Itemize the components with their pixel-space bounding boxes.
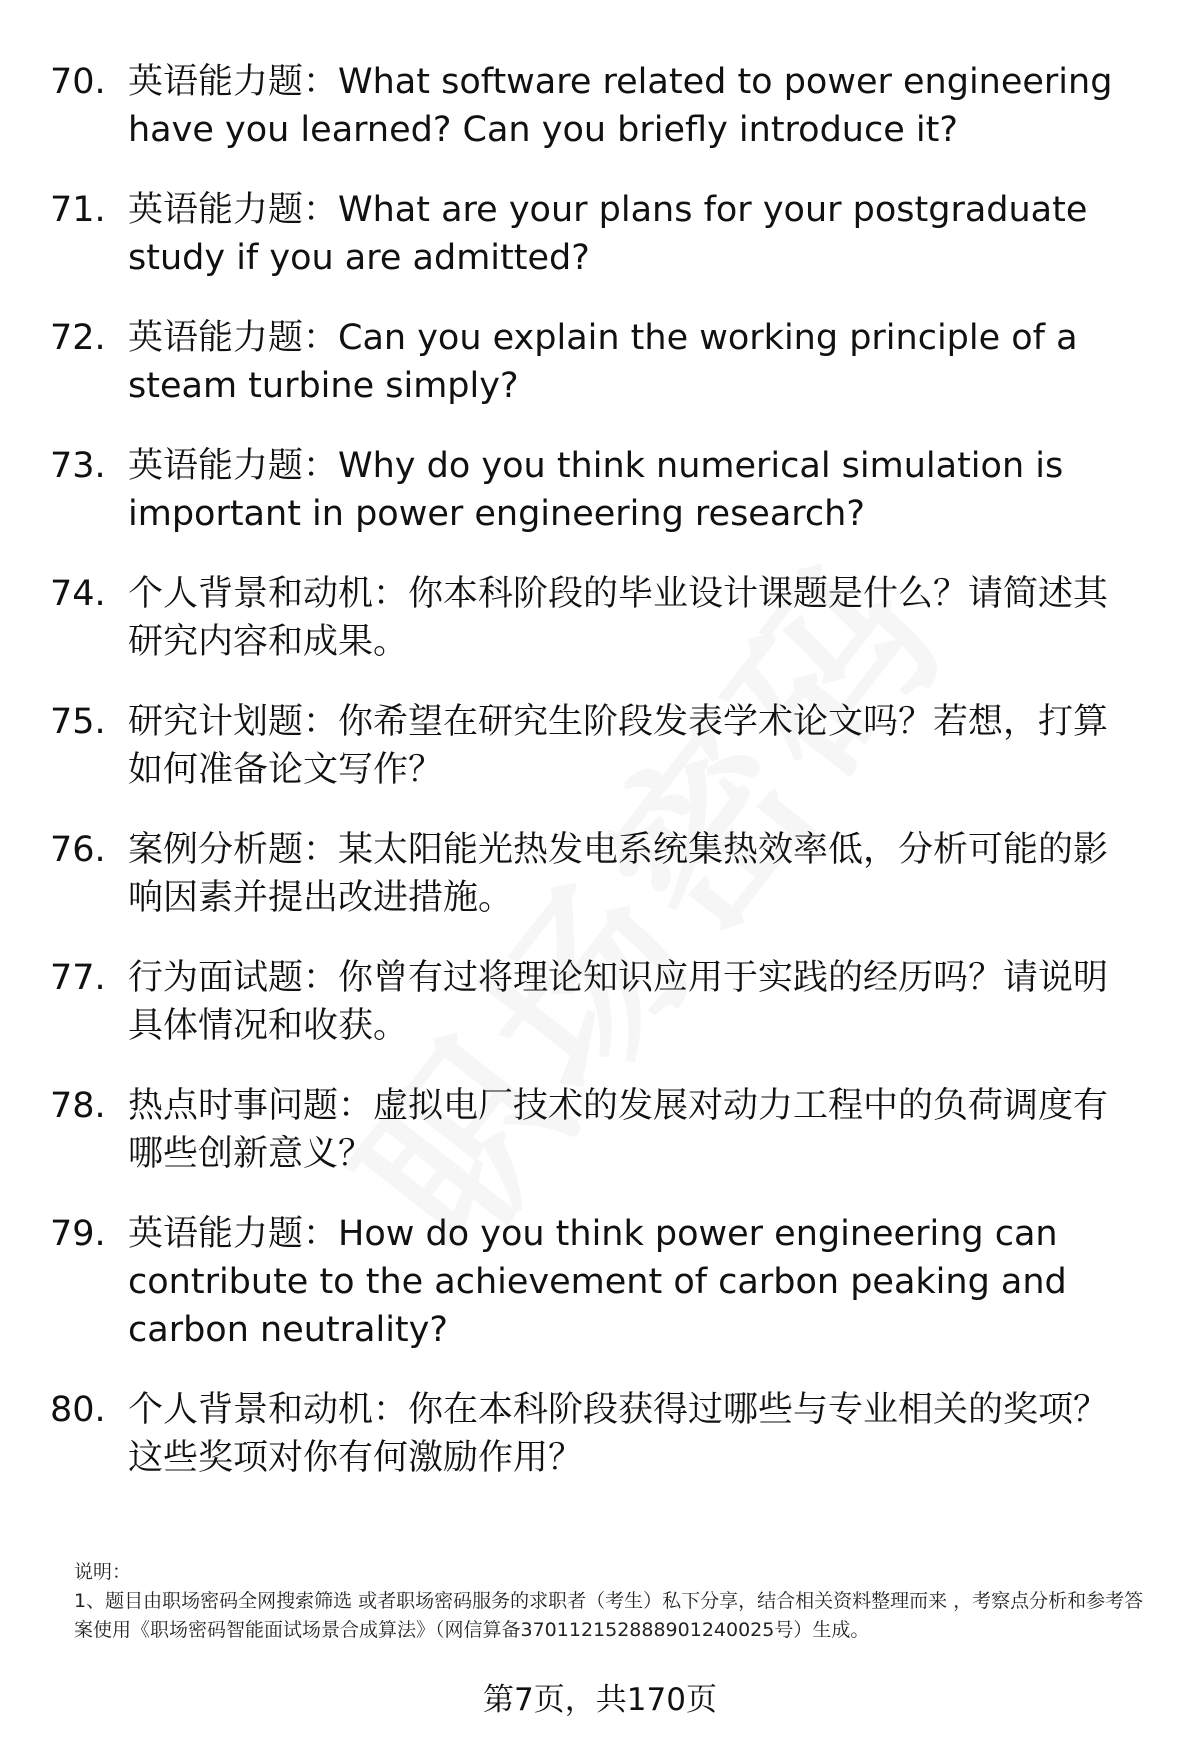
question-text: 英语能力题：Can you explain the working principle of a steam turbine simply? <box>128 318 1078 406</box>
footnote <box>74 1558 1154 1645</box>
footnote-body: 1、题目由职场密码全网搜索筛选 或者职场密码服务的求职者（考生）私下分享，结合相关资料整理而来 ，考察点分析和参考答案使用《职场密码智能面试场景合成算法》（网信算备370112152888901240025号）生成。 <box>74 1590 1144 1641</box>
question-item <box>50 1082 1150 1178</box>
question-number: 77. <box>50 958 106 998</box>
footnote-heading: 说明： <box>74 1561 132 1583</box>
question-number: 76. <box>50 830 106 870</box>
question-number: 78. <box>50 1086 106 1126</box>
question-text: 案例分析题：某太阳能光热发电系统集热效率低，分析可能的影响因素并提出改进措施。 <box>128 830 1109 918</box>
question-item <box>50 1210 1150 1354</box>
question-number: 70. <box>50 62 106 102</box>
page-number: 第7页，共170页 <box>483 1682 717 1718</box>
question-item <box>50 826 1150 922</box>
question-number: 75. <box>50 702 106 742</box>
question-text: 英语能力题：How do you think power engineering can contribute to the achievement of carbon peaking and carbon neutrality? <box>128 1214 1067 1350</box>
question-text: 个人背景和动机：你本科阶段的毕业设计课题是什么？请简述其研究内容和成果。 <box>128 574 1109 662</box>
question-text: 英语能力题：What are your plans for your postgraduate study if you are admitted? <box>128 190 1088 278</box>
question-item <box>50 698 1150 794</box>
question-number: 72. <box>50 318 106 358</box>
question-number: 74. <box>50 574 106 614</box>
question-text: 英语能力题：What software related to power engineering have you learned? Can you briefly introduce it? <box>128 62 1113 150</box>
question-number: 73. <box>50 446 106 486</box>
question-item <box>50 570 1150 666</box>
question-item <box>50 58 1150 154</box>
question-text: 行为面试题：你曾有过将理论知识应用于实践的经历吗？请说明具体情况和收获。 <box>128 958 1109 1046</box>
question-item <box>50 314 1150 410</box>
question-number: 80. <box>50 1390 106 1430</box>
question-number: 79. <box>50 1214 106 1254</box>
question-text: 研究计划题：你希望在研究生阶段发表学术论文吗？若想，打算如何准备论文写作？ <box>128 702 1109 790</box>
question-number: 71. <box>50 190 106 230</box>
question-item <box>50 1386 1150 1482</box>
question-list <box>50 58 1150 1514</box>
question-text: 个人背景和动机：你在本科阶段获得过哪些与专业相关的奖项？这些奖项对你有何激励作用？ <box>128 1390 1109 1478</box>
question-item <box>50 186 1150 282</box>
question-text: 英语能力题：Why do you think numerical simulation is important in power engineering research? <box>128 446 1064 534</box>
question-text: 热点时事问题：虚拟电厂技术的发展对动力工程中的负荷调度有哪些创新意义？ <box>128 1086 1109 1174</box>
question-item <box>50 442 1150 538</box>
question-item <box>50 954 1150 1050</box>
